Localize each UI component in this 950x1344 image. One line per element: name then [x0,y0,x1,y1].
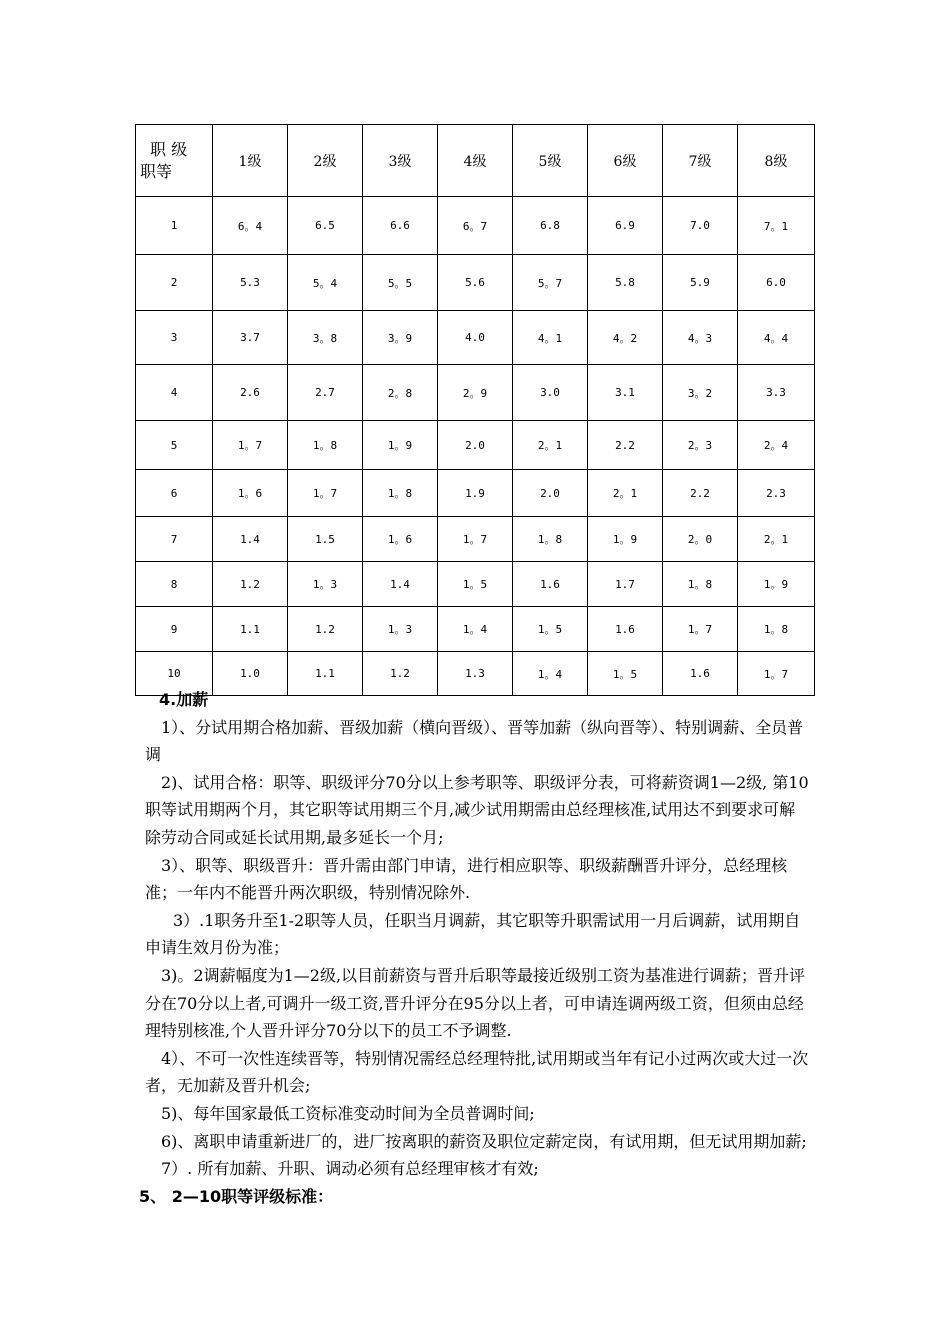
paragraph-7: 7）. 所有加薪、升职、调动必须有总经理审核才有效; [161,1159,539,1179]
table-cell: 3。9 [363,311,438,365]
table-cell: 1.2 [288,607,363,652]
section-4-heading: 4.加薪 [159,690,209,709]
table-cell: 1。6 [213,470,288,517]
row-grade-label: 5 [136,421,213,470]
table-cell: 2.0 [438,421,513,470]
table-cell: 1。8 [663,562,738,607]
table-cell: 1。8 [513,517,588,562]
table-cell: 2。1 [588,470,663,517]
salary-increase-section [139,686,810,1210]
table-cell: 1。4 [513,652,588,696]
corner-level-label: 职 级 [150,139,188,159]
table-cell: 1.1 [288,652,363,696]
table-cell: 6.8 [513,197,588,255]
table-cell: 1。5 [588,652,663,696]
table-cell: 2。4 [738,421,815,470]
paragraph-3-1: 3）.1职务升至1-2职等人员，任职当月调薪，其它职等升职需试用一月后调薪，试用期自申请生效月份为准； [145,910,801,958]
table-row [136,421,815,470]
table-cell: 1.4 [213,517,288,562]
table-cell: 1。9 [363,421,438,470]
paragraph-5: 5)、每年国家最低工资标准变动时间为全员普调时间; [161,1103,535,1123]
table-cell: 1。6 [363,517,438,562]
table-cell: 6.0 [738,255,815,311]
paragraph-4: 4）、不可一次性连续晋等，特别情况需经总经理特批,试用期或当年有记小过两次或大过一次者，无加薪及晋升机会; [145,1048,809,1096]
table-cell: 2.0 [513,470,588,517]
table-cell: 1。7 [438,517,513,562]
paragraph-3-2: 3)。2调薪幅度为1—2级,以目前薪资与晋升后职等最接近级别工资为基准进行调薪；晋升评分在70分以上者,可调升一级工资,晋升评分在95分以上者，可申请连调两级工资，但须由总经理特别核准,个人晋升评分70分以下的员工不予调整. [145,965,806,1041]
table-row [136,311,815,365]
table-cell: 3.3 [738,365,815,421]
table-cell: 3.1 [588,365,663,421]
table-cell: 1.9 [438,470,513,517]
table-corner-cell [136,125,213,197]
table-cell: 2.2 [588,421,663,470]
table-cell: 6。4 [213,197,288,255]
table-cell: 2.2 [663,470,738,517]
table-cell: 1.2 [363,652,438,696]
row-grade-label: 2 [136,255,213,311]
table-cell: 2。1 [513,421,588,470]
table-cell: 4.0 [438,311,513,365]
table-cell: 6.6 [363,197,438,255]
column-header: 5级 [513,125,588,197]
table-cell: 1。7 [738,652,815,696]
table-cell: 7.0 [663,197,738,255]
table-cell: 3。8 [288,311,363,365]
row-grade-label: 7 [136,517,213,562]
table-cell: 1。7 [663,607,738,652]
table-cell: 1。5 [513,607,588,652]
table-cell: 1。8 [363,470,438,517]
table-cell: 1.4 [363,562,438,607]
table-row [136,197,815,255]
paragraph-3: 3）、职等、职级晋升：晋升需由部门申请，进行相应职等、职级薪酬晋升评分，总经理核准；一年内不能晋升两次职级，特别情况除外. [145,855,788,903]
table-cell: 2.6 [213,365,288,421]
table-cell: 2。3 [663,421,738,470]
table-cell: 1.6 [663,652,738,696]
table-cell: 7。1 [738,197,815,255]
table-cell: 1.1 [213,607,288,652]
table-cell: 2。1 [738,517,815,562]
row-grade-label: 4 [136,365,213,421]
table-cell: 3.7 [213,311,288,365]
table-row [136,255,815,311]
table-cell: 1.6 [588,607,663,652]
table-cell: 4。4 [738,311,815,365]
table-cell: 5.8 [588,255,663,311]
salary-grade-table [135,124,815,696]
column-header: 3级 [363,125,438,197]
column-header: 1级 [213,125,288,197]
table-cell: 5。7 [513,255,588,311]
table-cell: 5.9 [663,255,738,311]
table-cell: 1。8 [288,421,363,470]
paragraph-1: 1）、分试用期合格加薪、晋级加薪（横向晋级）、晋等加薪（纵向晋等）、特别调薪、全员普调 [145,717,804,765]
table-cell: 2。9 [438,365,513,421]
corner-grade-label: 职等 [140,161,173,181]
table-cell: 1。3 [363,607,438,652]
table-cell: 1.6 [513,562,588,607]
table-row [136,607,815,652]
column-header: 7级 [663,125,738,197]
table-cell: 6。7 [438,197,513,255]
table-cell: 1。7 [213,421,288,470]
table-cell: 2。0 [663,517,738,562]
row-grade-label: 10 [136,652,213,696]
column-header: 2级 [288,125,363,197]
table-row [136,517,815,562]
table-cell: 1。8 [738,607,815,652]
row-grade-label: 3 [136,311,213,365]
table-cell: 1.3 [438,652,513,696]
table-row [136,562,815,607]
table-cell: 4。3 [663,311,738,365]
row-grade-label: 6 [136,470,213,517]
table-cell: 5。5 [363,255,438,311]
column-header: 8级 [738,125,815,197]
table-cell: 3。2 [663,365,738,421]
table-cell: 1。5 [438,562,513,607]
table-cell: 2.3 [738,470,815,517]
row-grade-label: 1 [136,197,213,255]
column-header: 4级 [438,125,513,197]
table-cell: 3.0 [513,365,588,421]
table-cell: 6.5 [288,197,363,255]
table-row [136,470,815,517]
paragraph-6: 6)、离职申请重新进厂的，进厂按离职的薪资及职位定薪定岗，有试用期，但无试用期加薪; [161,1131,807,1151]
row-grade-label: 8 [136,562,213,607]
column-header: 6级 [588,125,663,197]
table-cell: 2。8 [363,365,438,421]
table-cell: 5.3 [213,255,288,311]
table-cell: 1.5 [288,517,363,562]
table-cell: 1。3 [288,562,363,607]
table-cell: 1。9 [588,517,663,562]
table-cell: 1.2 [213,562,288,607]
row-grade-label: 9 [136,607,213,652]
table-cell: 4。2 [588,311,663,365]
table-cell: 6.9 [588,197,663,255]
table-cell: 1.7 [588,562,663,607]
table-cell: 1。9 [738,562,815,607]
table-cell: 1.0 [213,652,288,696]
table-cell: 5。4 [288,255,363,311]
table-cell: 2.7 [288,365,363,421]
table-cell: 1。4 [438,607,513,652]
table-row [136,365,815,421]
table-header-row [136,125,815,197]
table-cell: 1。7 [288,470,363,517]
paragraph-2: 2)、试用合格：职等、职级评分70分以上参考职等、职级评分表，可将薪资调1—2级, 第10职等试用期两个月，其它职等试用期三个月,减少试用期需由总经理核准,试用达不到要求可解除劳动合同或延长试用期,最多延长一个月; [145,772,809,847]
table-body [136,197,815,696]
table-cell: 5.6 [438,255,513,311]
section-5-heading: 5、 2—10职等评级标准： [139,1186,334,1206]
table-cell: 4。1 [513,311,588,365]
